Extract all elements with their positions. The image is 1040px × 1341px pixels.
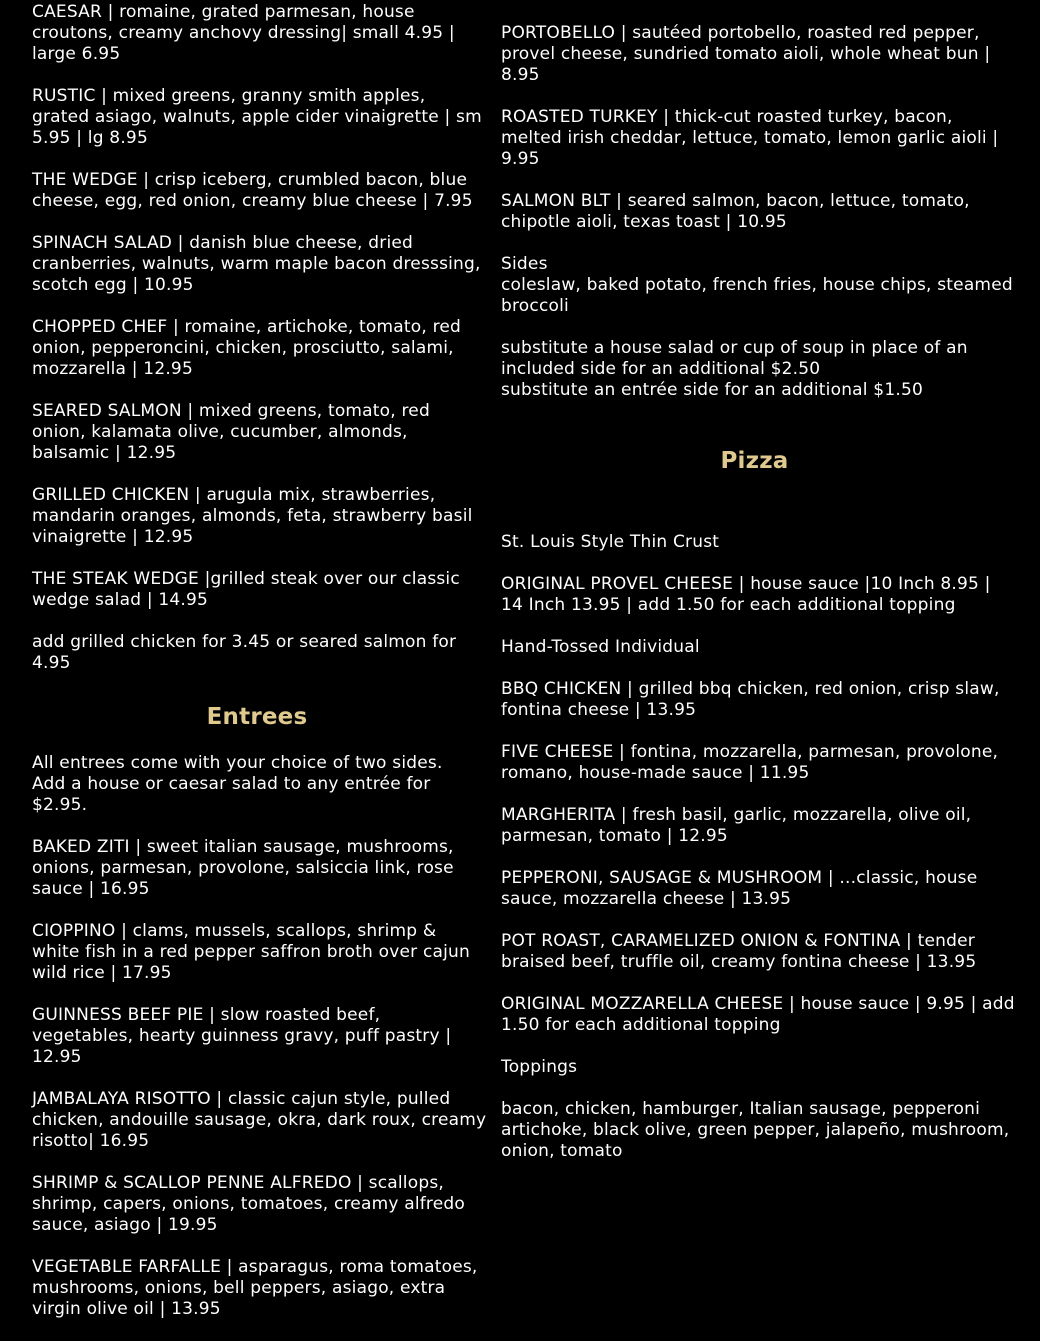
salad-chopped-chef: CHOPPED CHEF | romaine, artichoke, tomato, red onion, pepperoncini, chicken, prosciutto, salami, mozzarella | 12.95 [32,317,462,379]
sides-heading: Sides [501,254,548,274]
entree-vegetable-farfalle: VEGETABLE FARFALLE | asparagus, roma tomatoes, mushrooms, onions, bell peppers, asiago, extra virgin olive oil | 13.95 [32,1257,478,1319]
pizza-original-mozzarella: ORIGINAL MOZZARELLA CHEESE | house sauce | 9.95 | add 1.50 for each additional topping [501,994,1015,1035]
entrees-note-salad: Add a house or caesar salad to any entrée for $2.95. [32,774,431,815]
toppings-heading: Toppings [501,1057,578,1077]
sandwich-partial-top [501,0,1016,2]
salad-seared-salmon: SEARED SALMON | mixed greens, tomato, red onion, kalamata olive, cucumber, almonds, balsamic | 12.95 [32,401,430,463]
pizza-pot-roast: POT ROAST, CARAMELIZED ONION & FONTINA | tender braised beef, truffle oil, creamy fontina cheese | 13.95 [501,931,977,972]
right-column [501,0,1016,1183]
entrees-heading: Entrees [206,704,308,730]
thin-crust-heading: St. Louis Style Thin Crust [501,532,720,552]
entree-shrimp-scallop-penne: SHRIMP & SCALLOP PENNE ALFREDO | scallops, shrimp, capers, onions, tomatoes, creamy alfredo sauce, asiago | 19.95 [32,1173,465,1235]
entree-jambalaya-risotto: JAMBALAYA RISOTTO | classic cajun style, pulled chicken, andouille sausage, okra, dark roux, creamy risotto| 16.95 [32,1089,487,1151]
pizza-heading: Pizza [720,448,789,474]
sides-list: coleslaw, baked potato, french fries, house chips, steamed broccoli [501,275,1013,316]
pizza-bbq-chicken: BBQ CHICKEN | grilled bbq chicken, red onion, crisp slaw, fontina cheese | 13.95 [501,679,1000,720]
sandwich-portobello: PORTOBELLO | sautéed portobello, roasted red pepper, provel cheese, sundried tomato aioli, whole wheat bun | 8.95 [501,23,991,85]
entree-guinness-beef-pie: GUINNESS BEEF PIE | slow roasted beef, vegetables, hearty guinness gravy, puff pastry | 12.95 [32,1005,452,1067]
salad-add-protein-note: add grilled chicken for 3.45 or seared salmon for 4.95 [32,632,457,673]
entree-cioppino: CIOPPINO | clams, mussels, scallops, shrimp & white fish in a red pepper saffron broth over cajun wild rice | 17.95 [32,921,470,983]
salad-grilled-chicken: GRILLED CHICKEN | arugula mix, strawberries, mandarin oranges, almonds, feta, strawberry basil vinaigrette | 12.95 [32,485,473,547]
salad-spinach: SPINACH SALAD | danish blue cheese, dried cranberries, walnuts, warm maple bacon dresssing, scotch egg | 10.95 [32,233,481,295]
salad-the-wedge: THE WEDGE | crisp iceberg, crumbled bacon, blue cheese, egg, red onion, creamy blue cheese | 7.95 [32,170,473,211]
left-column [32,2,487,1341]
pizza-original-provel: ORIGINAL PROVEL CHEESE | house sauce |10 Inch 8.95 | 14 Inch 13.95 | add 1.50 for each additional topping [501,574,991,615]
salad-rustic: RUSTIC | mixed greens, granny smith apples, grated asiago, walnuts, apple cider vinaigrette | sm 5.95 | lg 8.95 [32,86,482,148]
entrees-note-sides: All entrees come with your choice of two sides. [32,753,443,773]
toppings-list: bacon, chicken, hamburger, Italian sausage, pepperoni artichoke, black olive, green pepper, jalapeño, mushroom, onion, tomato [501,1099,1010,1161]
pizza-five-cheese: FIVE CHEESE | fontina, mozzarella, parmesan, provolone, romano, house-made sauce | 11.95 [501,742,999,783]
substitute-entree-side-note: substitute an entrée side for an additional $1.50 [501,380,923,400]
salad-steak-wedge: THE STEAK WEDGE |grilled steak over our classic wedge salad | 14.95 [32,569,460,610]
sandwich-salmon-blt: SALMON BLT | seared salmon, bacon, lettuce, tomato, chipotle aioli, texas toast | 10.95 [501,191,970,232]
entree-baked-ziti: BAKED ZITI | sweet italian sausage, mushrooms, onions, parmesan, provolone, salsiccia link, rose sauce | 16.95 [32,837,454,899]
substitute-salad-note: substitute a house salad or cup of soup in place of an included side for an additional $2.50 [501,338,968,379]
pizza-margherita: MARGHERITA | fresh basil, garlic, mozzarella, olive oil, parmesan, tomato | 12.95 [501,805,972,846]
hand-tossed-heading: Hand-Tossed Individual [501,637,700,657]
pizza-pepperoni-sausage-mushroom: PEPPERONI, SAUSAGE & MUSHROOM | ...classic, house sauce, mozzarella cheese | 13.95 [501,868,978,909]
sandwich-roasted-turkey: ROASTED TURKEY | thick-cut roasted turkey, bacon, melted irish cheddar, lettuce, tomato, lemon garlic aioli | 9.95 [501,107,999,169]
salad-caesar: CAESAR | romaine, grated parmesan, house croutons, creamy anchovy dressing| small 4.95 | large 6.95 [32,2,455,64]
